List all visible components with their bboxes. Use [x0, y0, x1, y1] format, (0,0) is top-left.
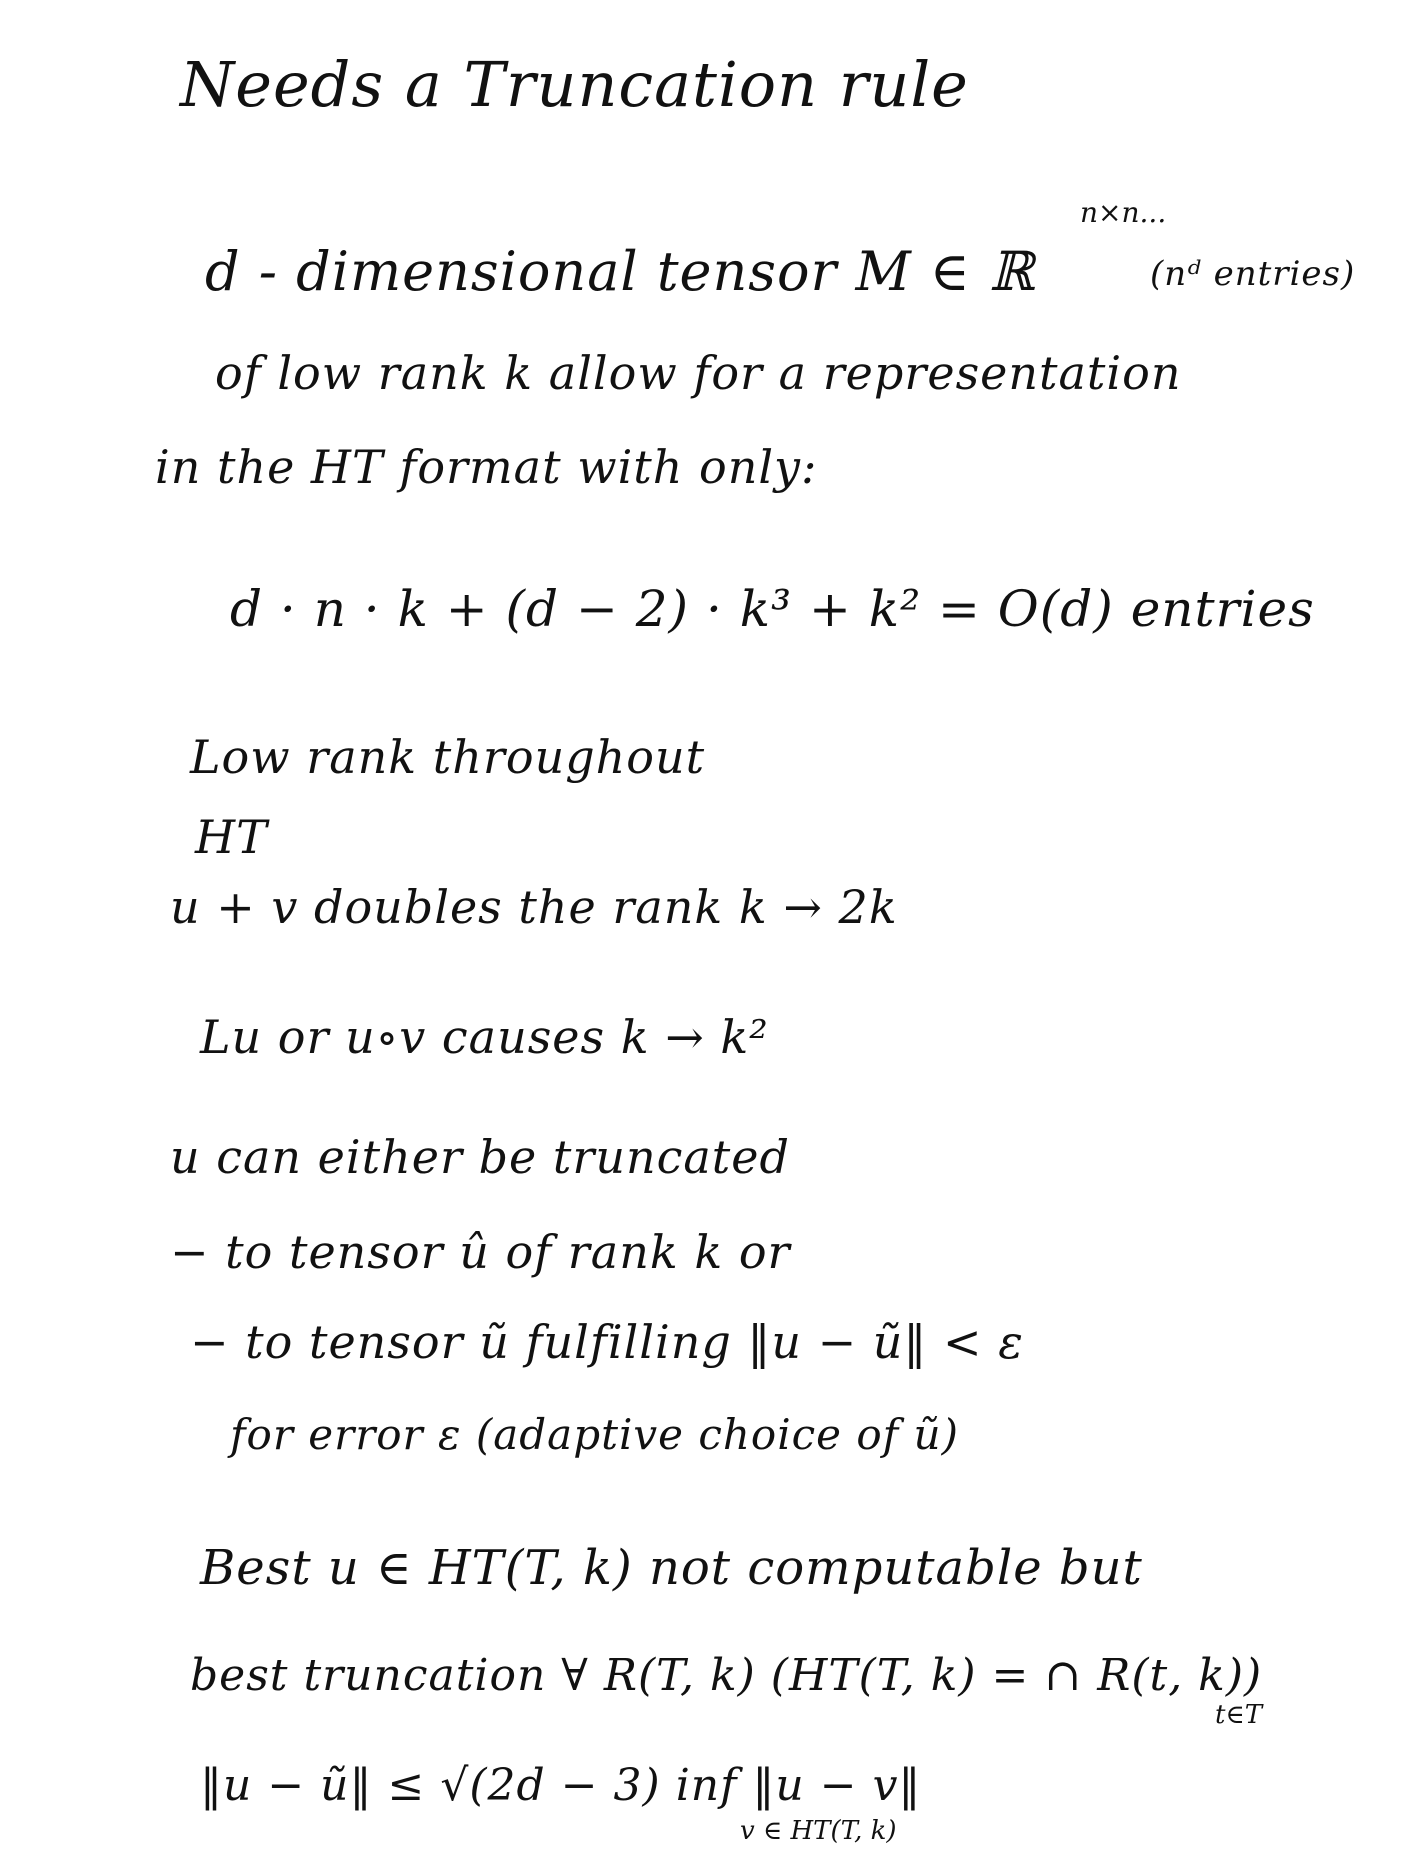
note-line-error-bound-subscript: v ∈ HT(T, k) [740, 1816, 897, 1846]
note-line-entries-formula: d · n · k + (d − 2) · k³ + k² = O(d) entries [230, 580, 1315, 638]
note-line-tensor-superscript: n×n... [1080, 196, 1167, 229]
note-line-tensor-definition: d - dimensional tensor M ∈ ℝ [205, 240, 1035, 303]
note-line-tensor-entries: (nᵈ entries) [1150, 254, 1356, 294]
note-line-ht-format: in the HT format with only: [155, 440, 818, 494]
note-line-adaptive-choice: for error ε (adaptive choice of ũ) [230, 1410, 959, 1459]
note-line-error-bound: ‖u − ũ‖ ≤ √(2d − 3) inf ‖u − v‖ [200, 1760, 922, 1811]
note-line-operator-rank: Lu or u∘v causes k → k² [200, 1010, 769, 1064]
note-line-low-rank: of low rank k allow for a representation [215, 346, 1182, 400]
note-line-best-truncation-subscript: t∈T [1215, 1700, 1263, 1730]
note-line-ht: HT [195, 810, 268, 864]
note-line-truncate-rank: − to tensor û of rank k or [170, 1225, 791, 1279]
note-title: Needs a Truncation rule [180, 48, 969, 121]
note-line-truncation: u can either be truncated [170, 1130, 790, 1184]
note-line-low-rank-throughout: Low rank throughout [190, 730, 706, 784]
note-line-truncate-error: − to tensor ũ fulfilling ‖u − ũ‖ < ε [190, 1315, 1024, 1369]
note-line-best-truncation: best truncation ∀ R(T, k) (HT(T, k) = ∩ R(t, k)) [190, 1650, 1263, 1701]
note-line-addition-rank: u + v doubles the rank k → 2k [170, 880, 898, 934]
note-line-best-approximation: Best u ∈ HT(T, k) not computable but [200, 1540, 1143, 1596]
